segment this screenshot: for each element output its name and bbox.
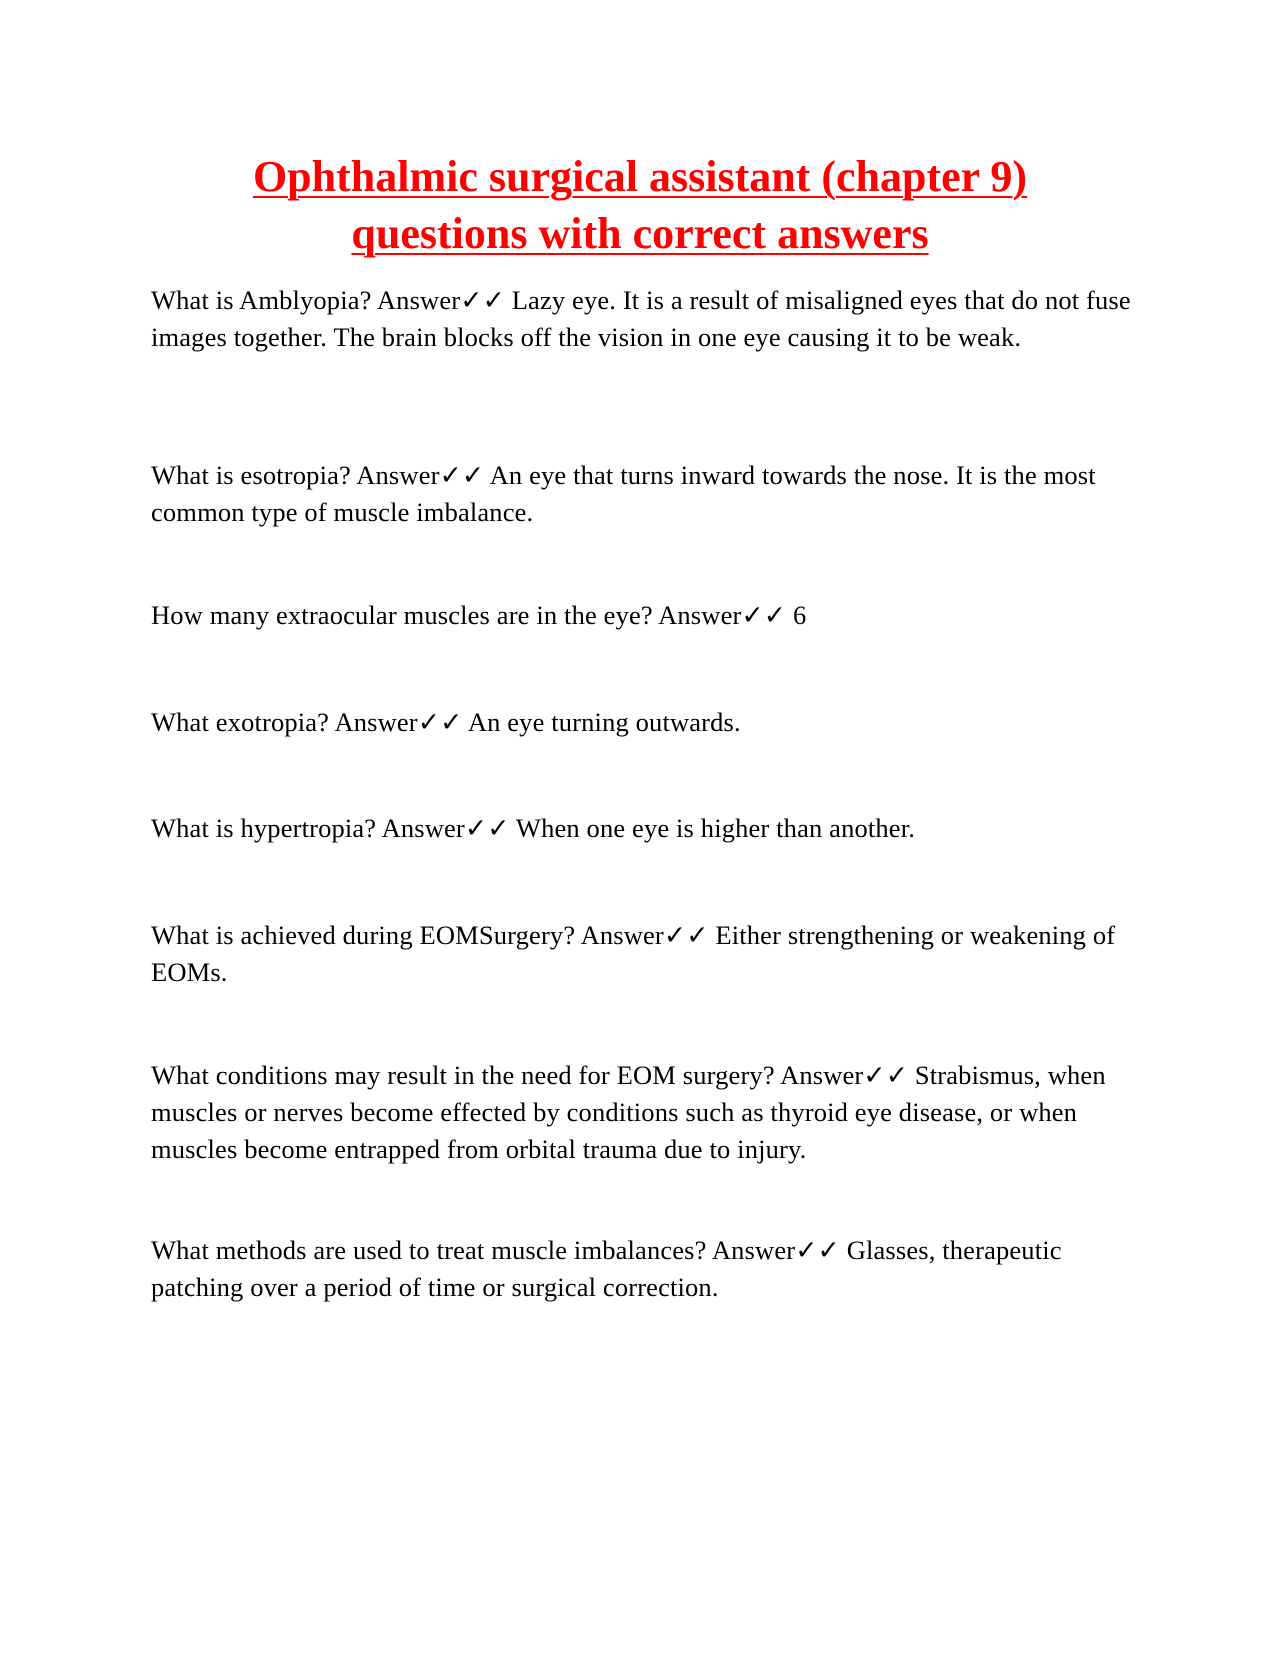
answer-marker: Answer✓✓ (780, 1060, 909, 1090)
answer-marker: Answer✓✓ (381, 813, 510, 843)
answer-text: When one eye is higher than another. (515, 813, 915, 843)
qa-item-treatment-methods (151, 1232, 1141, 1306)
answer-text: 6 (792, 600, 807, 630)
answer-text: Strabismus, when muscles or nerves become effected by conditions such as thyroid eye disease, or when muscles become entrapped from orbital trauma due to injury. (151, 1060, 1106, 1164)
document-title (150, 148, 1130, 262)
qa-item-amblyopia (151, 282, 1141, 356)
qa-item-extraocular-muscles (151, 597, 1141, 634)
answer-marker: Answer✓✓ (334, 707, 463, 737)
question-text: What exotropia? (151, 707, 330, 737)
answer-marker: Answer✓✓ (711, 1235, 840, 1265)
question-text: How many extraocular muscles are in the eye? (151, 600, 653, 630)
answer-marker: Answer✓✓ (356, 460, 485, 490)
title-line-1: Ophthalmic surgical assistant (chapter 9) (252, 152, 1028, 201)
question-text: What is achieved during EOMSurgery? (151, 920, 576, 950)
answer-marker: Answer✓✓ (658, 600, 787, 630)
qa-item-hypertropia (151, 810, 1141, 847)
qa-item-eom-surgery (151, 917, 1141, 991)
answer-marker: Answer✓✓ (580, 920, 709, 950)
question-text: What methods are used to treat muscle imbalances? (151, 1235, 707, 1265)
answer-text: Either strengthening or weakening of EOMs. (151, 920, 1116, 987)
question-text: What is Amblyopia? (151, 285, 372, 315)
answer-marker: Answer✓✓ (376, 285, 505, 315)
answer-text: An eye that turns inward towards the nose. It is the most common type of muscle imbalance. (151, 460, 1096, 527)
answer-text: Glasses, therapeutic patching over a period of time or surgical correction. (151, 1235, 1062, 1302)
answer-text: An eye turning outwards. (467, 707, 741, 737)
title-line-2: questions with correct answers (351, 209, 929, 258)
answer-text: Lazy eye. It is a result of misaligned eyes that do not fuse images together. The brain blocks off the vision in one eye causing it to be weak. (151, 285, 1131, 352)
question-text: What conditions may result in the need for EOM surgery? (151, 1060, 775, 1090)
question-text: What is hypertropia? (151, 813, 377, 843)
qa-item-exotropia (151, 704, 1141, 741)
qa-item-esotropia (151, 457, 1141, 531)
question-text: What is esotropia? (151, 460, 351, 490)
qa-item-eom-conditions (151, 1057, 1141, 1168)
